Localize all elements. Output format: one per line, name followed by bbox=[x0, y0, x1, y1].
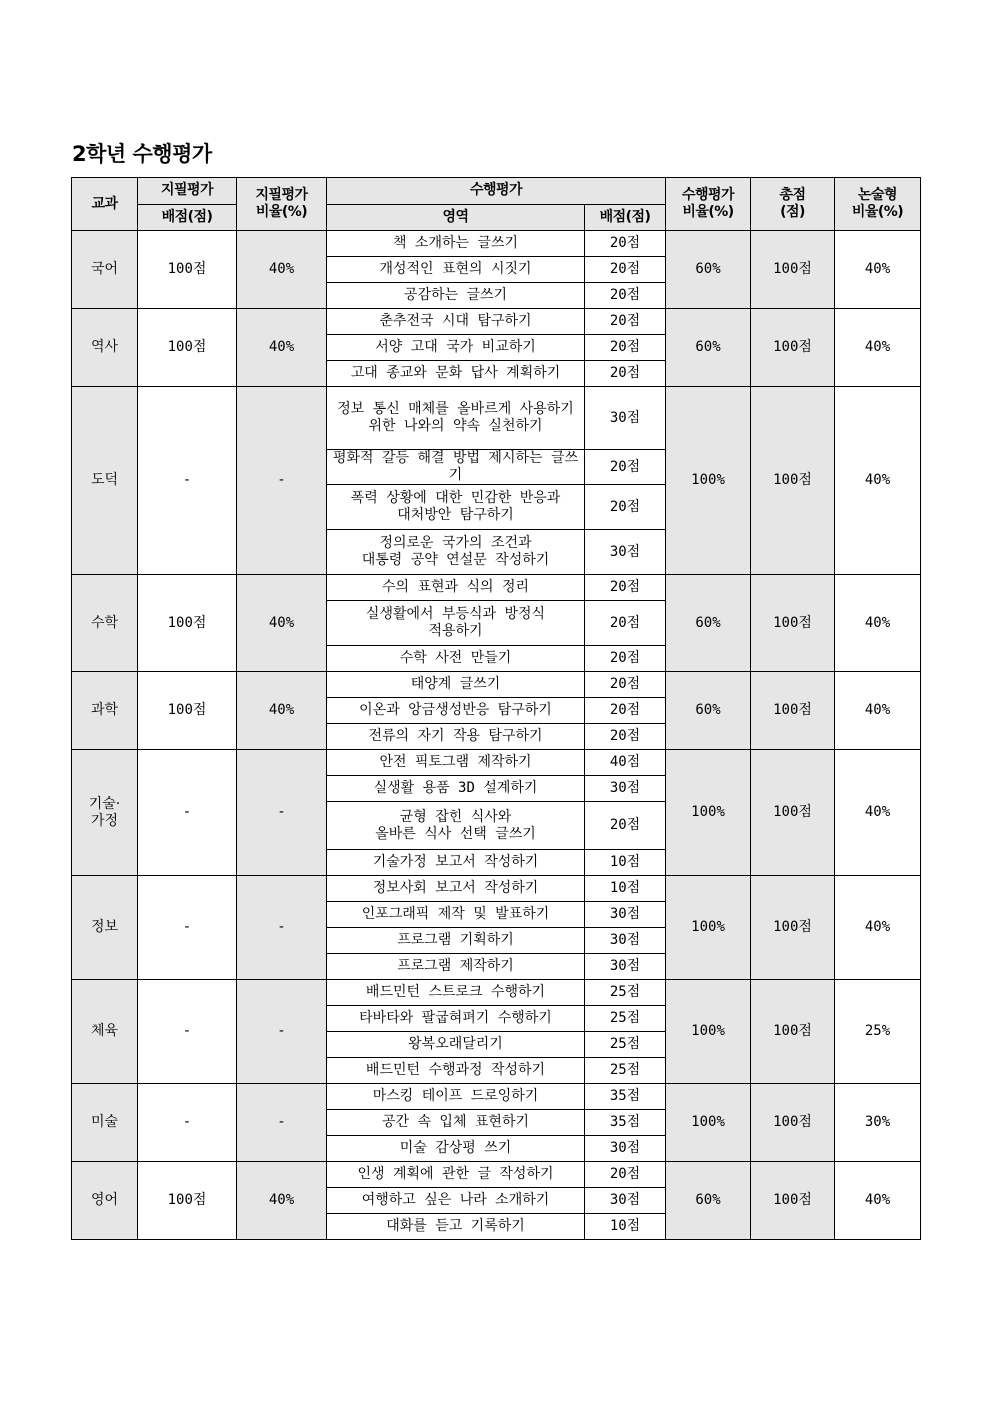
area-score: 20점 bbox=[585, 283, 666, 309]
essay-ratio: 40% bbox=[835, 750, 921, 876]
area-score: 20점 bbox=[585, 646, 666, 672]
area-score: 10점 bbox=[585, 876, 666, 902]
area-score: 20점 bbox=[585, 601, 666, 646]
area-score: 30점 bbox=[585, 387, 666, 450]
performance-area: 책 소개하는 글쓰기 bbox=[327, 231, 585, 257]
subject-name: 역사 bbox=[72, 309, 138, 387]
written-score: - bbox=[138, 980, 237, 1084]
area-score: 30점 bbox=[585, 928, 666, 954]
performance-area: 수의 표현과 식의 정리 bbox=[327, 575, 585, 601]
table-row bbox=[72, 980, 921, 1006]
performance-area: 개성적인 표현의 시짓기 bbox=[327, 257, 585, 283]
area-score: 20점 bbox=[585, 724, 666, 750]
table-row bbox=[72, 1162, 921, 1188]
table-body bbox=[72, 231, 921, 1240]
perf-ratio: 100% bbox=[666, 876, 751, 980]
area-score: 35점 bbox=[585, 1110, 666, 1136]
essay-ratio: 40% bbox=[835, 1162, 921, 1240]
subject-name: 영어 bbox=[72, 1162, 138, 1240]
performance-area: 전류의 자기 작용 탐구하기 bbox=[327, 724, 585, 750]
performance-area: 미술 감상평 쓰기 bbox=[327, 1136, 585, 1162]
area-score: 20점 bbox=[585, 802, 666, 850]
written-ratio: 40% bbox=[237, 575, 327, 672]
performance-area: 대화를 듣고 기록하기 bbox=[327, 1214, 585, 1240]
area-score: 20점 bbox=[585, 575, 666, 601]
area-score: 20점 bbox=[585, 231, 666, 257]
performance-area: 수학 사전 만들기 bbox=[327, 646, 585, 672]
performance-area: 공감하는 글쓰기 bbox=[327, 283, 585, 309]
subject-name: 미술 bbox=[72, 1084, 138, 1162]
performance-area: 마스킹 테이프 드로잉하기 bbox=[327, 1084, 585, 1110]
total-score: 100점 bbox=[751, 309, 835, 387]
total-score: 100점 bbox=[751, 231, 835, 309]
written-score: 100점 bbox=[138, 309, 237, 387]
perf-ratio: 100% bbox=[666, 750, 751, 876]
area-score: 20점 bbox=[585, 450, 666, 485]
perf-ratio: 60% bbox=[666, 309, 751, 387]
table-header bbox=[72, 178, 921, 231]
area-score: 20점 bbox=[585, 485, 666, 530]
header-total: 총점 (점) bbox=[751, 178, 835, 231]
assessment-table bbox=[71, 177, 921, 1240]
area-score: 30점 bbox=[585, 530, 666, 575]
area-score: 20점 bbox=[585, 698, 666, 724]
table-row bbox=[72, 575, 921, 601]
subject-name: 도덕 bbox=[72, 387, 138, 575]
subject-name: 정보 bbox=[72, 876, 138, 980]
performance-area: 배드민턴 수행과정 작성하기 bbox=[327, 1058, 585, 1084]
performance-area: 인포그래픽 제작 및 발표하기 bbox=[327, 902, 585, 928]
performance-area: 고대 종교와 문화 답사 계획하기 bbox=[327, 361, 585, 387]
written-ratio: - bbox=[237, 1084, 327, 1162]
area-score: 30점 bbox=[585, 776, 666, 802]
header-performance: 수행평가 bbox=[327, 178, 666, 205]
performance-area: 여행하고 싶은 나라 소개하기 bbox=[327, 1188, 585, 1214]
total-score: 100점 bbox=[751, 1162, 835, 1240]
total-score: 100점 bbox=[751, 876, 835, 980]
area-score: 35점 bbox=[585, 1084, 666, 1110]
written-ratio: 40% bbox=[237, 231, 327, 309]
page-title: 2학년 수행평가 bbox=[72, 142, 212, 166]
essay-ratio: 40% bbox=[835, 876, 921, 980]
area-score: 20점 bbox=[585, 361, 666, 387]
area-score: 20점 bbox=[585, 1162, 666, 1188]
performance-area: 실생활에서 부등식과 방정식 적용하기 bbox=[327, 601, 585, 646]
essay-ratio: 40% bbox=[835, 575, 921, 672]
total-score: 100점 bbox=[751, 575, 835, 672]
area-score: 30점 bbox=[585, 1188, 666, 1214]
performance-area: 배드민턴 스트로크 수행하기 bbox=[327, 980, 585, 1006]
header-area-score: 배점(점) bbox=[585, 204, 666, 231]
area-score: 25점 bbox=[585, 1006, 666, 1032]
performance-area: 타바타와 팔굽혀펴기 수행하기 bbox=[327, 1006, 585, 1032]
performance-area: 실생활 용품 3D 설계하기 bbox=[327, 776, 585, 802]
area-score: 10점 bbox=[585, 850, 666, 876]
area-score: 30점 bbox=[585, 954, 666, 980]
area-score: 30점 bbox=[585, 1136, 666, 1162]
written-score: - bbox=[138, 387, 237, 575]
table-row bbox=[72, 387, 921, 450]
written-score: 100점 bbox=[138, 1162, 237, 1240]
table-row bbox=[72, 1084, 921, 1110]
header-written-ratio: 지필평가 비율(%) bbox=[237, 178, 327, 231]
area-score: 25점 bbox=[585, 980, 666, 1006]
perf-ratio: 100% bbox=[666, 1084, 751, 1162]
header-written-score: 배점(점) bbox=[138, 204, 237, 231]
performance-area: 기술가정 보고서 작성하기 bbox=[327, 850, 585, 876]
written-ratio: - bbox=[237, 876, 327, 980]
performance-area: 폭력 상황에 대한 민감한 반응과 대처방안 탐구하기 bbox=[327, 485, 585, 530]
perf-ratio: 100% bbox=[666, 980, 751, 1084]
performance-area: 서양 고대 국가 비교하기 bbox=[327, 335, 585, 361]
essay-ratio: 40% bbox=[835, 672, 921, 750]
header-subject: 교과 bbox=[72, 178, 138, 231]
performance-area: 왕복오래달리기 bbox=[327, 1032, 585, 1058]
essay-ratio: 25% bbox=[835, 980, 921, 1084]
area-score: 25점 bbox=[585, 1032, 666, 1058]
area-score: 20점 bbox=[585, 672, 666, 698]
total-score: 100점 bbox=[751, 387, 835, 575]
performance-area: 평화적 갈등 해결 방법 제시하는 글쓰기 bbox=[327, 450, 585, 485]
table-row bbox=[72, 231, 921, 257]
written-ratio: 40% bbox=[237, 1162, 327, 1240]
area-score: 40점 bbox=[585, 750, 666, 776]
subject-name: 수학 bbox=[72, 575, 138, 672]
performance-area: 공간 속 입체 표현하기 bbox=[327, 1110, 585, 1136]
essay-ratio: 40% bbox=[835, 387, 921, 575]
written-score: 100점 bbox=[138, 672, 237, 750]
performance-area: 프로그램 제작하기 bbox=[327, 954, 585, 980]
performance-area: 태양계 글쓰기 bbox=[327, 672, 585, 698]
performance-area: 춘추전국 시대 탐구하기 bbox=[327, 309, 585, 335]
written-score: - bbox=[138, 750, 237, 876]
essay-ratio: 40% bbox=[835, 309, 921, 387]
performance-area: 안전 픽토그램 제작하기 bbox=[327, 750, 585, 776]
essay-ratio: 30% bbox=[835, 1084, 921, 1162]
table-row bbox=[72, 309, 921, 335]
perf-ratio: 60% bbox=[666, 1162, 751, 1240]
essay-ratio: 40% bbox=[835, 231, 921, 309]
header-essay-ratio: 논술형 비율(%) bbox=[835, 178, 921, 231]
written-score: - bbox=[138, 876, 237, 980]
subject-name: 기술· 가정 bbox=[72, 750, 138, 876]
performance-area: 균형 잡힌 식사와 올바른 식사 선택 글쓰기 bbox=[327, 802, 585, 850]
area-score: 30점 bbox=[585, 902, 666, 928]
header-written: 지필평가 bbox=[138, 178, 237, 205]
perf-ratio: 60% bbox=[666, 672, 751, 750]
header-area: 영역 bbox=[327, 204, 585, 231]
total-score: 100점 bbox=[751, 672, 835, 750]
subject-name: 체육 bbox=[72, 980, 138, 1084]
area-score: 20점 bbox=[585, 257, 666, 283]
written-score: 100점 bbox=[138, 231, 237, 309]
header-perf-ratio: 수행평가 비율(%) bbox=[666, 178, 751, 231]
table-row bbox=[72, 876, 921, 902]
perf-ratio: 100% bbox=[666, 387, 751, 575]
written-ratio: 40% bbox=[237, 309, 327, 387]
performance-area: 이온과 앙금생성반응 탐구하기 bbox=[327, 698, 585, 724]
performance-area: 정의로운 국가의 조건과 대통령 공약 연설문 작성하기 bbox=[327, 530, 585, 575]
subject-name: 과학 bbox=[72, 672, 138, 750]
total-score: 100점 bbox=[751, 1084, 835, 1162]
performance-area: 프로그램 기획하기 bbox=[327, 928, 585, 954]
area-score: 25점 bbox=[585, 1058, 666, 1084]
total-score: 100점 bbox=[751, 980, 835, 1084]
perf-ratio: 60% bbox=[666, 231, 751, 309]
written-score: - bbox=[138, 1084, 237, 1162]
area-score: 20점 bbox=[585, 309, 666, 335]
total-score: 100점 bbox=[751, 750, 835, 876]
area-score: 20점 bbox=[585, 335, 666, 361]
written-score: 100점 bbox=[138, 575, 237, 672]
subject-name: 국어 bbox=[72, 231, 138, 309]
written-ratio: 40% bbox=[237, 672, 327, 750]
written-ratio: - bbox=[237, 750, 327, 876]
performance-area: 인생 계획에 관한 글 작성하기 bbox=[327, 1162, 585, 1188]
area-score: 10점 bbox=[585, 1214, 666, 1240]
perf-ratio: 60% bbox=[666, 575, 751, 672]
table-row bbox=[72, 672, 921, 698]
written-ratio: - bbox=[237, 387, 327, 575]
performance-area: 정보 통신 매체를 올바르게 사용하기 위한 나와의 약속 실천하기 bbox=[327, 387, 585, 450]
written-ratio: - bbox=[237, 980, 327, 1084]
table-row bbox=[72, 750, 921, 776]
performance-area: 정보사회 보고서 작성하기 bbox=[327, 876, 585, 902]
